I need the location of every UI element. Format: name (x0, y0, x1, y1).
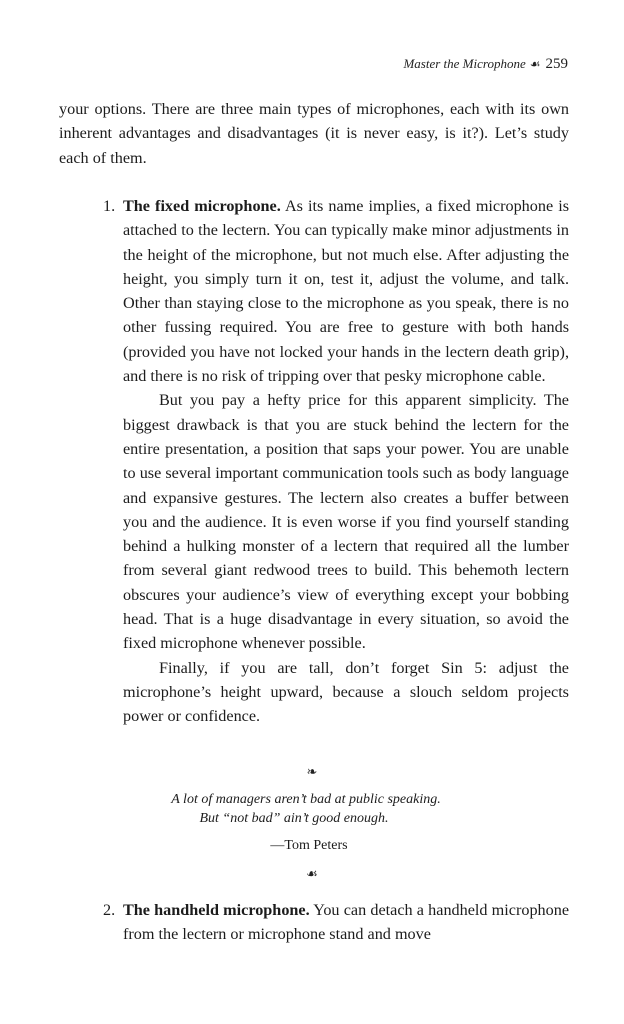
attribution-text: —Tom Peters (270, 838, 348, 853)
list-item-paragraph: But you pay a hefty price for this apparent simplicity. The biggest drawback is that you are stuck behind the lectern for the entire presentation, a position that saps your power. You are unable to use several important communication tools such as body language and expansive gestures. The lectern also creates a buffer between you and the audience. It is even worse if you find yourself standing behind a hulking monster of a lectern that required all the lumber from several giant redwood trees to build. This behemoth lectern obscures your audience’s view of everything except your bobbing head. That is a huge disadvantage in every situation, so avoid the fixed microphone whenever possible. (123, 391, 569, 653)
list-item-number: 1. (103, 197, 116, 215)
list-item-lead: The fixed microphone. (123, 197, 281, 215)
running-head (403, 55, 568, 73)
intro-paragraph: your options. There are three main types of microphones, each with its own inherent advantages and disadvantages (it is never easy, is it?). Let’s study each of them. (59, 100, 569, 167)
list-item-paragraph (123, 194, 569, 388)
list-item-fixed-microphone (103, 194, 570, 729)
list-item-paragraph (123, 898, 569, 947)
leaf-ornament-icon: ☙ (306, 866, 318, 881)
running-head-title: Master the Microphone (403, 56, 526, 71)
paragraph-text: You can detach a handheld microphone from the lectern or microphone stand and move (123, 901, 570, 944)
quote-line: But “not bad” ain’t good enough. (199, 811, 389, 826)
pull-quote (0, 790, 624, 828)
list-item-handheld-microphone (103, 898, 570, 947)
leaf-ornament-icon: ☙ (529, 57, 541, 71)
quote-attribution (0, 836, 624, 855)
fleuron-icon: ❧ (306, 764, 318, 779)
page-number: 259 (545, 56, 568, 72)
list-item-lead: The handheld microphone. (123, 901, 310, 919)
quote-line: A lot of managers aren’t bad at public speaking. (171, 792, 441, 807)
list-item-number: 2. (103, 901, 116, 919)
list-item-paragraph: Finally, if you are tall, don’t forget Sin 5: adjust the microphone’s height upward, because a slouch seldom projects power or confidence. (123, 658, 569, 726)
paragraph-text: As its name implies, a fixed microphone is attached to the lectern. You can typically make minor adjustments in the height of the microphone, but not much else. After adjusting the height, you simply turn it on, test it, adjust the volume, and talk. Other than staying close to the microphone as you speak, there is no other fussing required. You are free to gesture with both hands (provided you have not locked your hands in the lectern death grip), and there is no risk of tripping over that pesky microphone cable. (123, 197, 570, 386)
